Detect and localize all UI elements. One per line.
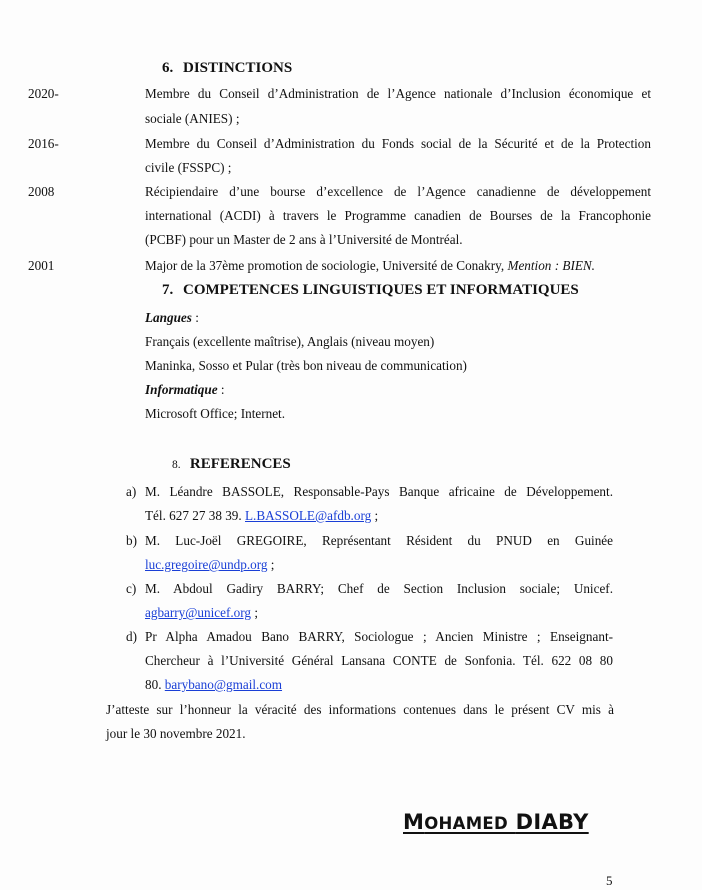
distinction-line: Membre du Conseil d’Administration de l’Agence nationale d’Inclusion économique et (145, 86, 651, 101)
distinction-line: international (ACDI) à travers le Programme canadien de Bourses de la Francophonie (145, 208, 651, 223)
distinction-year: 2001 (28, 258, 55, 273)
signature-first-rest: OHAMED (424, 814, 508, 833)
reference-line: Pr Alpha Amadou Bano BARRY, Sociologue ; Ancien Ministre ; Enseignant- (145, 629, 613, 644)
informatique-label-text: Informatique (145, 382, 218, 397)
reference-line (145, 557, 274, 573)
reference-letter: c) (126, 581, 137, 596)
distinction-entry (145, 136, 651, 152)
distinction-entry (145, 208, 651, 224)
distinction-line: civile (FSSPC) ; (145, 160, 232, 175)
reference-phone: Tél. 627 27 38 39. (145, 508, 245, 523)
distinction-mention: Mention : BIEN. (507, 258, 595, 273)
page-number: 5 (606, 873, 613, 888)
signature-name (403, 810, 589, 834)
langues-label (145, 310, 199, 326)
reference-entry (145, 581, 613, 597)
section-references-heading (172, 456, 291, 473)
distinction-line: sociale (ANIES) ; (145, 111, 240, 126)
reference-letter: a) (126, 484, 137, 499)
section-distinctions-heading (162, 60, 292, 77)
reference-punct: ; (267, 557, 275, 572)
distinction-year: 2020- (28, 86, 59, 101)
distinction-entry (145, 184, 651, 200)
attestation (106, 702, 614, 718)
langues-label-text: Langues (145, 310, 192, 325)
langues-colon: : (191, 310, 199, 325)
reference-line: Chercheur à l’Université Général Lansana CONTE de Sonfonia. Tél. 622 08 80 (145, 653, 613, 668)
section-number: 6. (162, 60, 174, 76)
distinction-year: 2008 (28, 184, 55, 199)
distinction-line: Récipiendaire d’une bourse d’excellence de l’Agence canadienne de développement (145, 184, 651, 199)
section-competences-heading (162, 282, 579, 299)
distinction-entry (145, 86, 651, 102)
reference-phone: 80. (145, 677, 165, 692)
reference-line (145, 677, 282, 693)
informatique-line: Microsoft Office; Internet. (145, 406, 286, 421)
signature-initial: M (403, 810, 425, 834)
reference-line: M. Léandre BASSOLE, Responsable-Pays Banque africaine de Développement. (145, 484, 613, 499)
reference-email-link[interactable]: agbarry@unicef.org (145, 605, 252, 620)
signature-last: DIABY (515, 810, 589, 834)
distinction-line: Membre du Conseil d’Administration du Fonds social de la Sécurité et de la Protection (145, 136, 651, 151)
section-title: DISTINCTIONS (183, 60, 293, 76)
reference-letter: b) (126, 533, 137, 548)
reference-email-link[interactable]: barybano@gmail.com (164, 677, 283, 692)
distinction-line: (PCBF) pour un Master de 2 ans à l’Université de Montréal. (145, 232, 463, 247)
reference-entry (145, 653, 613, 669)
reference-punct: ; (371, 508, 379, 523)
attestation-line: J’atteste sur l’honneur la véracité des informations contenues dans le présent CV mis à (106, 702, 614, 717)
reference-email-link[interactable]: L.BASSOLE@afdb.org (245, 508, 372, 523)
attestation-line: jour le 30 novembre 2021. (106, 726, 246, 741)
reference-line: M. Luc-Joël GREGOIRE, Représentant Résident du PNUD en Guinée (145, 533, 613, 548)
reference-entry (145, 629, 613, 645)
langues-line: Maninka, Sosso et Pular (très bon niveau de communication) (145, 358, 467, 373)
section-title: COMPETENCES LINGUISTIQUES ET INFORMATIQUES (183, 282, 579, 298)
reference-entry (145, 484, 613, 500)
section-number: 7. (162, 282, 174, 298)
section-title: REFERENCES (189, 456, 291, 472)
informatique-label (145, 382, 225, 398)
reference-line: M. Abdoul Gadiry BARRY; Chef de Section Inclusion sociale; Unicef. (145, 581, 613, 596)
reference-entry (145, 533, 613, 549)
section-number: 8. (172, 459, 181, 471)
reference-line (145, 605, 258, 621)
distinction-line (145, 258, 595, 274)
reference-letter: d) (126, 629, 137, 644)
reference-email-link[interactable]: luc.gregoire@undp.org (145, 557, 268, 572)
informatique-colon: : (217, 382, 225, 397)
distinction-year: 2016- (28, 136, 59, 151)
reference-line (145, 508, 378, 524)
langues-line: Français (excellente maîtrise), Anglais (niveau moyen) (145, 334, 435, 349)
reference-punct: ; (251, 605, 258, 620)
distinction-text: Major de la 37ème promotion de sociologie, Université de Conakry, (145, 258, 508, 273)
